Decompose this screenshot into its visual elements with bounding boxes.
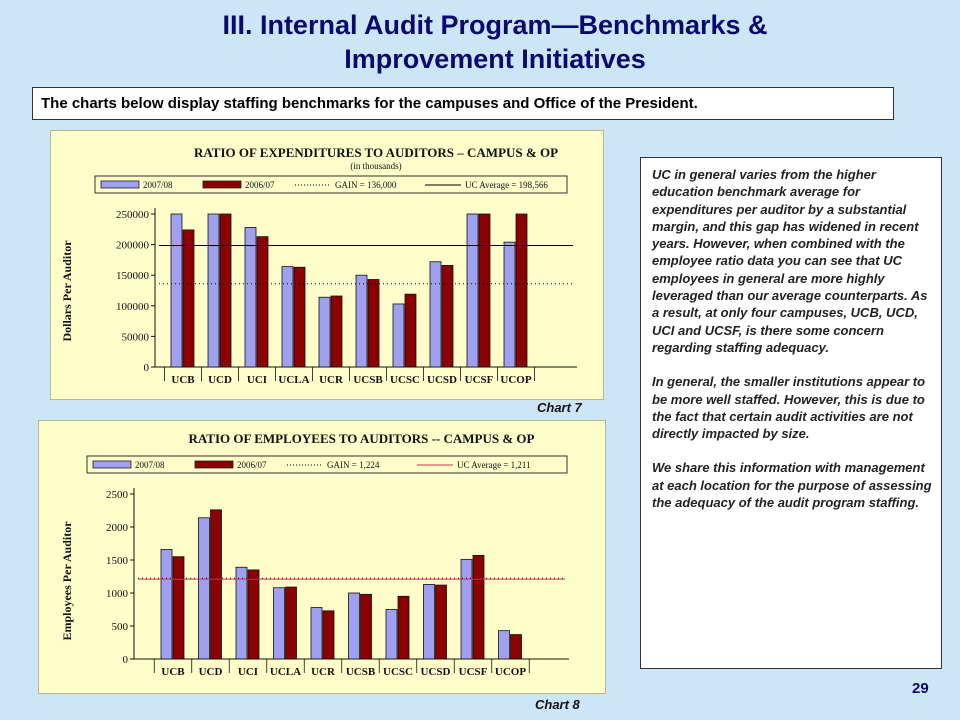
chart-8-bar-ucsd-2006-07: [436, 585, 447, 659]
chart-7-bar-ucd-2006-07: [220, 214, 231, 367]
chart-7-x-label-ucd: UCD: [208, 374, 232, 386]
chart-8-bar-ucsf-2006-07: [473, 555, 484, 659]
chart-7-x-label-ucb: UCB: [171, 374, 195, 386]
chart-7-x-label-ucsf: UCSF: [464, 374, 494, 386]
chart-7-title: RATIO OF EXPENDITURES TO AUDITORS – CAMPUS & OP: [193, 145, 559, 160]
chart-8-bar-ucb-2007-08: [161, 549, 172, 659]
chart-8-x-label-ucb: UCB: [161, 666, 185, 678]
chart-8-x-label-ucla: UCLA: [269, 666, 302, 678]
chart-8-bar-ucsc-2007-08: [386, 610, 397, 660]
chart-7-y-tick-label-0: 0: [143, 362, 149, 374]
chart-8-bar-ucop-2006-07: [511, 635, 522, 659]
chart-7-y-tick-label-4: 200000: [116, 239, 149, 252]
chart-7-bar-ucsf-2007-08: [467, 214, 478, 367]
chart-7-x-label-ucsd: UCSD: [427, 374, 457, 386]
chart-7-y-tick-label-3: 150000: [116, 270, 149, 283]
chart-7-y-tick-label-1: 50000: [121, 331, 149, 344]
chart-7-x-label-ucla: UCLA: [278, 374, 310, 386]
chart-8-x-label-ucsd: UCSD: [420, 666, 451, 678]
chart-7-x-label-ucr: UCR: [319, 374, 343, 386]
chart-8-x-label-ucsf: UCSF: [458, 666, 488, 678]
chart-8-x-label-uci: UCI: [237, 666, 259, 678]
chart-8-y-tick-label-2: 1000: [106, 588, 128, 600]
chart-7-bar-ucb-2007-08: [171, 214, 182, 367]
chart-8-legend-swatch-1: [195, 461, 233, 468]
chart-8-x-label-ucr: UCR: [311, 666, 335, 678]
chart-8-legend-swatch-0: [93, 461, 131, 468]
chart-7-x-label-ucsc: UCSC: [390, 374, 420, 386]
commentary-paragraph-1: UC in general varies from the higher education benchmark average for expenditures per auditor by a substantial margin, and this gap has widened in recent years. However, when combined with the employee ratio data you can see that UC employees in general are more highly leveraged than our average counterparts. As a result, at only four campuses, UCB, UCD, UCI and UCSF, is there some concern regarding staffing adequacy.: [652, 167, 928, 355]
chart-7-legend-ref-label-1: UC Average = 198,566: [465, 180, 548, 190]
commentary-box: [640, 157, 942, 669]
chart-8-title: RATIO OF EMPLOYEES TO AUDITORS -- CAMPUS & OP: [188, 431, 535, 446]
chart-7: [50, 130, 604, 400]
chart-7-bar-ucop-2007-08: [504, 242, 515, 367]
chart-8-bar-uci-2007-08: [236, 567, 247, 659]
chart-8-legend-label-1: 2006/07: [237, 460, 267, 470]
chart-8-x-label-ucop: UCOP: [494, 666, 527, 678]
chart-8-bar-ucd-2006-07: [211, 510, 222, 659]
chart-8-bar-ucla-2006-07: [286, 587, 297, 659]
chart-7-bar-ucr-2006-07: [331, 296, 342, 367]
chart-7-y-tick-label-5: 250000: [116, 209, 149, 221]
chart-7-bar-ucsd-2007-08: [430, 262, 441, 367]
title-line-1: III. Internal Audit Program—Benchmarks &: [222, 10, 768, 40]
chart-8-y-tick-label-5: 2500: [106, 489, 128, 501]
chart-7-legend-label-1: 2006/07: [245, 180, 275, 190]
chart-8-bar-ucr-2007-08: [311, 608, 322, 659]
title-line-2: Improvement Initiatives: [344, 44, 646, 74]
chart-8-legend-ref-label-1: UC Average = 1,211: [457, 460, 531, 470]
chart-8-y-tick-label-3: 1500: [106, 555, 128, 567]
chart-8-legend-ref-label-0: GAIN = 1,224: [327, 460, 380, 470]
chart-7-y-tick-label-2: 100000: [116, 300, 149, 313]
chart-7-x-label-ucsb: UCSB: [353, 374, 383, 386]
commentary-paragraph-3: We share this information with management at each location for the purpose of assessing the adequacy of the audit program staffing.: [652, 460, 932, 511]
chart-8-bar-ucsb-2007-08: [349, 593, 360, 659]
chart-7-bar-ucop-2006-07: [516, 214, 527, 367]
chart-7-bar-ucsd-2006-07: [442, 265, 453, 367]
page-number: 29: [912, 680, 929, 697]
commentary-paragraph-2: In general, the smaller institutions appear to be more well staffed. However, this is due to the fact that certain audit activities are not directly impacted by size.: [652, 374, 926, 442]
chart-7-bar-ucsb-2006-07: [368, 279, 379, 367]
chart-8-legend-label-0: 2007/08: [135, 460, 165, 470]
chart-7-x-label-ucop: UCOP: [500, 374, 532, 386]
chart-8-x-label-ucsc: UCSC: [383, 666, 413, 678]
chart-7-legend-swatch-1: [203, 181, 241, 188]
slide-title: [0, 8, 960, 76]
chart-8-bar-ucd-2007-08: [199, 518, 210, 659]
chart-8-y-tick-label-1: 500: [111, 621, 128, 633]
chart-7-bar-ucd-2007-08: [208, 214, 219, 367]
chart-7-legend-label-0: 2007/08: [143, 180, 173, 190]
chart-7-bar-ucr-2007-08: [319, 297, 330, 367]
chart-8-bar-ucsb-2006-07: [361, 594, 372, 659]
chart-7-bar-ucsb-2007-08: [356, 275, 367, 367]
chart-7-caption: Chart 7: [537, 400, 582, 415]
chart-7-bar-ucsc-2007-08: [393, 304, 404, 367]
chart-8-y-label: Employees Per Auditor: [60, 521, 74, 641]
chart-8-y-tick-label-4: 2000: [106, 522, 128, 534]
chart-8-bar-ucsf-2007-08: [461, 559, 472, 659]
chart-8-bar-ucb-2006-07: [173, 557, 184, 659]
chart-7-bar-ucsf-2006-07: [479, 214, 490, 367]
chart-7-legend-ref-label-0: GAIN = 136,000: [335, 180, 397, 190]
chart-7-x-label-uci: UCI: [246, 374, 268, 386]
chart-8-caption: Chart 8: [535, 697, 580, 712]
chart-7-bar-uci-2006-07: [257, 237, 268, 367]
chart-7-svg: [51, 131, 603, 399]
chart-7-bar-ucsc-2006-07: [405, 294, 416, 367]
chart-8-bar-ucsc-2006-07: [398, 596, 409, 659]
chart-8-bar-ucsd-2007-08: [424, 584, 435, 659]
chart-7-bar-ucb-2006-07: [183, 230, 194, 367]
chart-8-x-label-ucd: UCD: [198, 666, 223, 678]
chart-8-bar-ucop-2007-08: [499, 631, 510, 659]
chart-7-subtitle: (in thousands): [350, 161, 402, 171]
chart-8-x-label-ucsb: UCSB: [345, 666, 376, 678]
chart-7-bar-ucla-2006-07: [294, 267, 305, 367]
chart-8-bar-ucla-2007-08: [274, 588, 285, 659]
chart-7-bar-ucla-2007-08: [282, 267, 293, 367]
chart-8-svg: [39, 421, 605, 693]
intro-text: The charts below display staffing benchmarks for the campuses and Office of the President.: [32, 87, 894, 120]
chart-8: [38, 420, 606, 694]
chart-7-y-label: Dollars Per Auditor: [60, 240, 74, 342]
chart-8-y-tick-label-0: 0: [122, 654, 128, 666]
chart-8-bar-ucr-2006-07: [323, 611, 334, 659]
chart-7-bar-uci-2007-08: [245, 227, 256, 367]
chart-8-bar-uci-2006-07: [248, 570, 259, 659]
chart-7-legend-swatch-0: [101, 181, 139, 188]
